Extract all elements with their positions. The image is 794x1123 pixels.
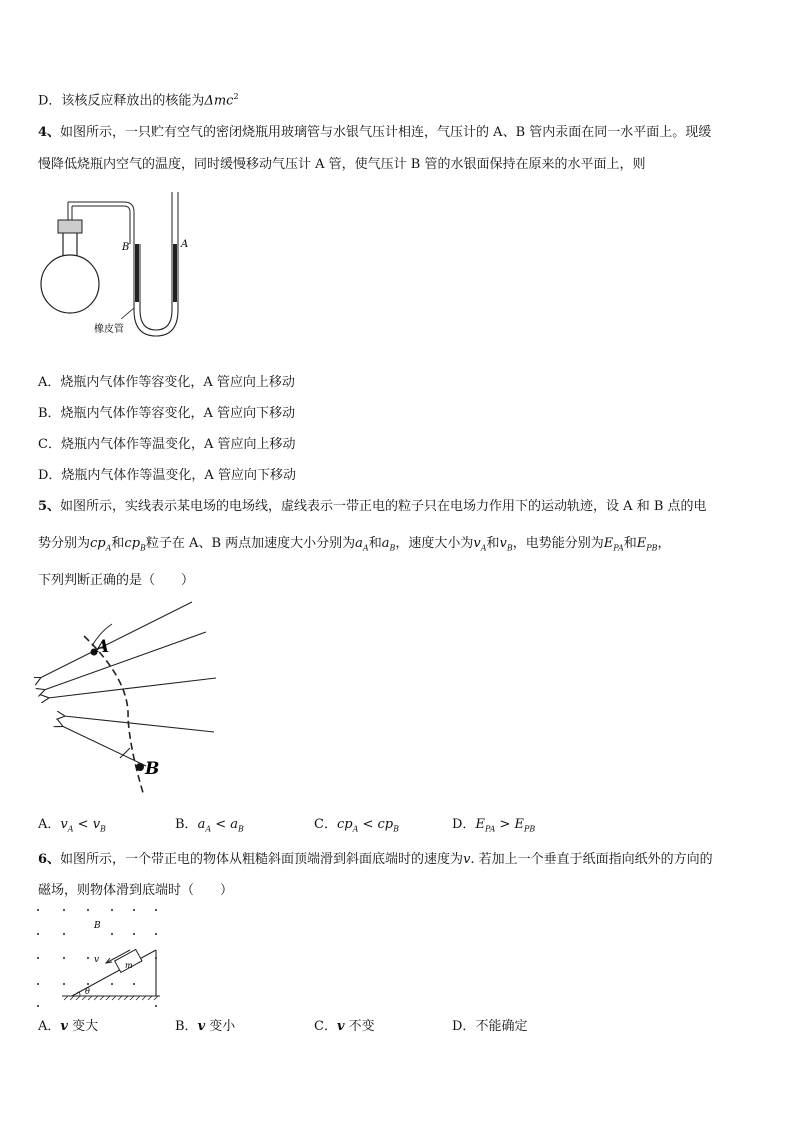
q6-opt-c-v: v <box>336 1019 345 1034</box>
q5-s2d: 和 <box>368 536 382 551</box>
mercury-a <box>173 244 177 302</box>
q5-opt-b-sub1: A <box>205 824 212 834</box>
q5-opt-b-sub2: B <box>238 824 244 834</box>
q5-opt-a-sub2: B <box>100 824 106 834</box>
stopper <box>58 220 82 233</box>
q4-option-b: B．烧瓶内气体作等容变化，A 管应向下移动 <box>38 406 296 421</box>
q5-opt-c-sub2: B <box>393 824 399 834</box>
q6-opt-a-v: v <box>60 1019 68 1034</box>
particle-trajectory <box>84 636 144 796</box>
q5-opt-a-letter: A． <box>38 817 61 832</box>
q6-option-d <box>452 1018 527 1036</box>
q5-number: 5、 <box>38 499 61 514</box>
q5-a-b: $a_B$ <box>381 536 396 553</box>
q5-s2a: 势分别为 <box>38 536 91 551</box>
label-v: v <box>94 955 100 965</box>
q5-stem-line2 <box>38 535 671 558</box>
point-b <box>136 763 144 771</box>
q5-opt-c-letter: C． <box>314 817 337 832</box>
q5-opt-a-op: < v <box>73 817 101 832</box>
q5-figure-field-lines <box>34 600 224 800</box>
field-line-5 <box>62 726 146 766</box>
q5-option-a <box>38 816 106 839</box>
label-a: A <box>96 637 110 657</box>
q5-opt-c-expr: cp <box>336 817 353 832</box>
q5-opt-d-expr: E <box>475 817 485 832</box>
q6-stem-v: v <box>463 852 471 867</box>
q5-e-pa: $E_{PA}$ <box>603 536 624 553</box>
q6-number: 6、 <box>38 852 61 867</box>
q3-option-d-text: D．该核反应释放出的核能为 <box>38 93 205 109</box>
q6-stem-text1b: . 若加上一个垂直于纸面指向纸外的方向的 <box>470 852 713 867</box>
q4-option-a: A．烧瓶内气体作等容变化，A 管应向上移动 <box>38 375 295 390</box>
q5-opt-b-op: < a <box>211 817 239 832</box>
q5-opt-c-op: < cp <box>358 817 394 832</box>
q5-opt-a-expr: v <box>60 817 68 832</box>
q3-option-d-formula: Δmc <box>204 93 234 109</box>
q3-option-d-exponent: 2 <box>233 92 239 101</box>
q5-opt-d-sub2: PB <box>524 824 536 834</box>
q6-opt-a-text: 变大 <box>67 1019 99 1034</box>
label-b: B <box>122 242 130 253</box>
q5-stem-text1: 如图所示，实线表示某电场的电场线，虚线表示一带正电的粒子只在电场力作用下的运动轨迹，设 A 和 B 点的电 <box>60 499 707 514</box>
q6-option-c <box>314 1018 375 1036</box>
q5-v-a: $v_A$ <box>473 536 487 553</box>
q5-opt-d-op: > E <box>495 817 525 832</box>
q5-a-a: $a_A$ <box>355 536 369 553</box>
q5-option-d <box>452 816 535 839</box>
q5-stem-line1 <box>38 498 707 516</box>
q6-opt-c-letter: C． <box>314 1019 337 1034</box>
q4-number: 4、 <box>38 125 61 140</box>
q5-cp-a: $cp_A$ <box>90 536 112 553</box>
q5-opt-d-sub1: PA <box>484 824 496 834</box>
q5-opt-b-expr: a <box>197 817 206 832</box>
q5-s2b: 和 <box>111 536 125 551</box>
q6-option-a <box>38 1018 98 1036</box>
field-line-4 <box>64 716 214 732</box>
label-rubber-tube: 橡皮管 <box>94 324 124 335</box>
q5-e-pb: $E_{PB}$ <box>636 536 658 553</box>
q6-opt-b-text: 变小 <box>205 1019 236 1034</box>
q6-opt-b-letter: B． <box>175 1019 198 1034</box>
q4-option-d: D．烧瓶内气体作等温变化，A 管应向下移动 <box>38 468 296 483</box>
q4-stem-text1: 如图所示，一只贮有空气的密闭烧瓶用玻璃管与水银气压计相连，气压计的 A、B 管内汞面在同一水平面上。现缓 <box>60 125 712 140</box>
label-m: m <box>125 961 133 970</box>
q4-stem-line1 <box>38 124 711 142</box>
flask-bulb <box>41 255 99 313</box>
q5-opt-a-sub1: A <box>67 824 74 834</box>
q6-opt-d-text: 不能确定 <box>475 1019 528 1034</box>
q6-stem-line2: 磁场，则物体滑到底端时（ ） <box>38 883 234 898</box>
q4-option-c: C．烧瓶内气体作等温变化，A 管应向上移动 <box>38 437 296 452</box>
q5-s2h: 和 <box>623 536 637 551</box>
q6-opt-d-letter: D． <box>452 1019 476 1034</box>
label-theta: θ <box>85 987 90 996</box>
q5-stem-line3: 下列判断正确的是（ ） <box>38 573 195 588</box>
q4-figure-flask-manometer <box>36 192 206 342</box>
q5-v-b: $v_B$ <box>499 536 513 553</box>
q6-opt-a-letter: A． <box>38 1019 61 1034</box>
q5-cp-b: $cp_B$ <box>124 536 146 553</box>
q5-option-c <box>314 816 399 839</box>
q5-opt-d-letter: D． <box>452 817 476 832</box>
q5-s2e: ，速度大小为 <box>395 536 474 551</box>
q6-stem-line1 <box>38 851 713 869</box>
label-b: B <box>94 921 101 931</box>
q6-figure-incline <box>34 904 174 1012</box>
q5-s2f: 和 <box>486 536 500 551</box>
mercury-b <box>135 244 139 302</box>
field-line-3 <box>48 678 216 698</box>
field-line-2 <box>44 632 206 690</box>
q6-opt-b-v: v <box>197 1019 206 1034</box>
q5-opt-b-letter: B． <box>175 817 198 832</box>
label-a: A <box>181 239 189 250</box>
q5-s2g: ，电势能分别为 <box>512 536 604 551</box>
q6-option-b <box>175 1018 235 1036</box>
q3-option-d <box>38 88 239 110</box>
q5-opt-c-sub1: A <box>352 824 359 834</box>
q5-option-b <box>175 816 244 839</box>
q6-opt-c-text: 不变 <box>344 1019 375 1034</box>
field-line-1 <box>40 602 192 678</box>
q5-s2c: 粒子在 A、B 两点加速度大小分别为 <box>145 536 356 551</box>
label-b: B <box>145 759 160 779</box>
q4-stem-line2: 慢降低烧瓶内空气的温度，同时缓慢移动气压计 A 管，使气压计 B 管的水银面保持在原来的水平面上，则 <box>38 157 646 172</box>
q6-stem-text1a: 如图所示，一个带正电的物体从粗糙斜面顶端滑到斜面底端时的速度为 <box>60 852 464 867</box>
q5-s2-comma: ， <box>657 536 671 551</box>
